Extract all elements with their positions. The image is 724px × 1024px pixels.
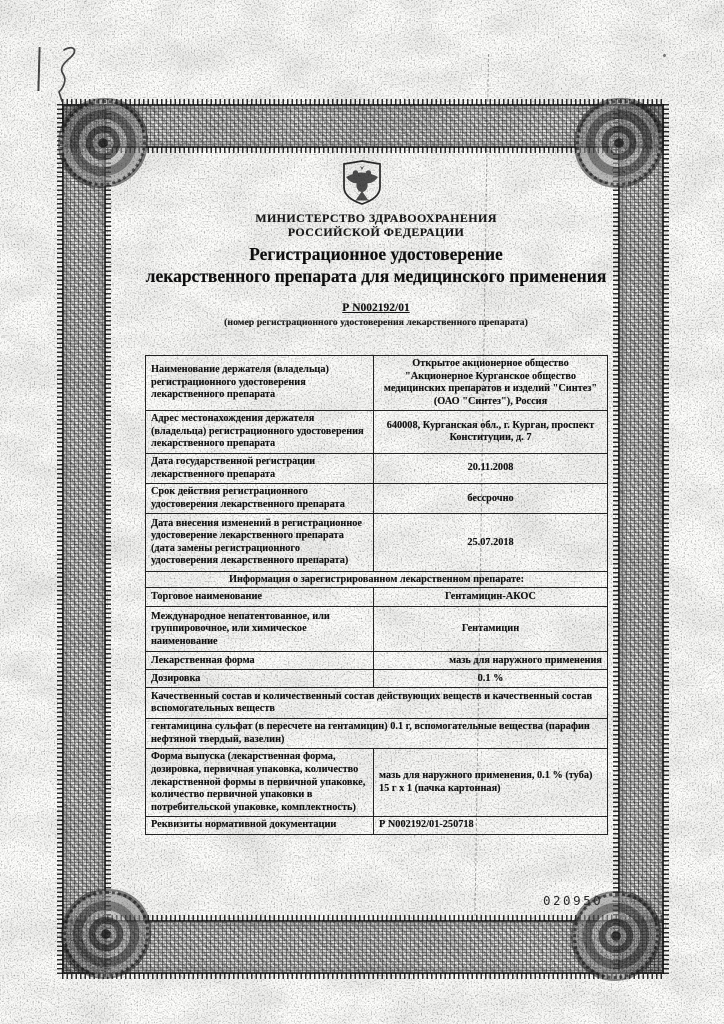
table-row-normative-docs [146, 817, 608, 835]
row-label: Форма выпуска (лекарственная форма, дозировка, первичная упаковка, количество лекарственной формы в первичной упаковке, количество первичной упаковки в потребительской упаковке, комплектность) [146, 749, 374, 817]
table-row-release-form [146, 749, 608, 817]
russian-coat-of-arms-icon [338, 159, 386, 212]
composition-detail-text: гентамицина сульфат (в пересчете на гентамицин) 0.1 г, вспомогательные вещества (парафин нефтяной твердый, вазелин) [146, 719, 608, 749]
composition-header-text: Качественный состав и количественный состав действующих веществ и качественный состав вспомогательных веществ [146, 688, 608, 719]
row-label: Реквизиты нормативной документации [146, 817, 374, 835]
table-row-inn-name [146, 607, 608, 652]
table-row-amendment-date [146, 514, 608, 572]
row-label: Дата внесения изменений в регистрационное удостоверение лекарственного препарата (дата замены регистрационного удостоверения лекарственного препарата) [146, 514, 374, 572]
row-label: Наименование держателя (владельца) регистрационного удостоверения лекарственного препарата [146, 356, 374, 411]
row-label: Адрес местонахождения держателя (владельца) регистрационного удостоверения лекарственного препарата [146, 411, 374, 454]
table-row-composition-header [146, 688, 608, 719]
document-title-line-2: лекарственного препарата для медицинского применения [145, 266, 607, 287]
row-value: Р N002192/01-250718 [374, 817, 608, 835]
pen-tick-mark [37, 47, 40, 91]
row-value: Открытое акционерное общество "Акционерное Курганское общество медицинских препаратов и изделий "Синтез" (ОАО "Синтез"), Россия [374, 356, 608, 411]
document-title [106, 243, 646, 288]
frame-border-left [62, 104, 106, 974]
table-row-validity-period [146, 484, 608, 514]
table-row-trade-name [146, 588, 608, 607]
table-section-header [146, 572, 608, 588]
row-label: Лекарственная форма [146, 652, 374, 670]
row-value: мазь для наружного применения, 0.1 % (туба) 15 г х 1 (пачка картонная) [374, 749, 608, 817]
frame-corner-medallion-top-left [60, 100, 146, 186]
registration-number: Р N002192/01 [342, 302, 410, 314]
table-row-dosage-form [146, 652, 608, 670]
table-row-composition-detail [146, 719, 608, 749]
row-label: Дата государственной регистрации лекарственного препарата [146, 454, 374, 484]
table-row-registration-date [146, 454, 608, 484]
row-label: Торговое наименование [146, 588, 374, 607]
scan-speck [663, 54, 666, 57]
row-value: Гентамицин [374, 607, 608, 652]
certificate-table [145, 355, 608, 835]
row-label: Дозировка [146, 670, 374, 688]
row-value: Гентамицин-АКОС [374, 588, 608, 607]
table-row-holder-address [146, 411, 608, 454]
handwritten-scribble-icon [50, 42, 84, 108]
form-serial-number: 020950 [543, 893, 604, 908]
registration-number-caption: (номер регистрационного удостоверения лекарственного препарата) [224, 317, 528, 328]
row-value: бессрочно [374, 484, 608, 514]
row-label: Международное непатентованное, или группировочное, или химическое наименование [146, 607, 374, 652]
table-row-holder-name [146, 356, 608, 411]
row-label: Срок действия регистрационного удостоверения лекарственного препарата [146, 484, 374, 514]
ministry-line-1: МИНИСТЕРСТВО ЗДРАВООХРАНЕНИЯ [255, 211, 497, 225]
row-value: 640008, Курганская обл., г. Курган, проспект Конституции, д. 7 [374, 411, 608, 454]
row-value: 0.1 % [374, 670, 608, 688]
frame-border-right [618, 104, 664, 974]
table-row-dosage [146, 670, 608, 688]
row-value: 25.07.2018 [374, 514, 608, 572]
section-header-text: Информация о зарегистрированном лекарственном препарате: [146, 572, 608, 588]
row-value: мазь для наружного применения [374, 652, 608, 670]
frame-border-top [62, 104, 664, 148]
document-title-line-1: Регистрационное удостоверение [249, 244, 503, 264]
ministry-line-2: РОССИЙСКОЙ ФЕДЕРАЦИИ [287, 225, 465, 240]
row-value: 20.11.2008 [374, 454, 608, 484]
ministry-name [136, 211, 616, 240]
